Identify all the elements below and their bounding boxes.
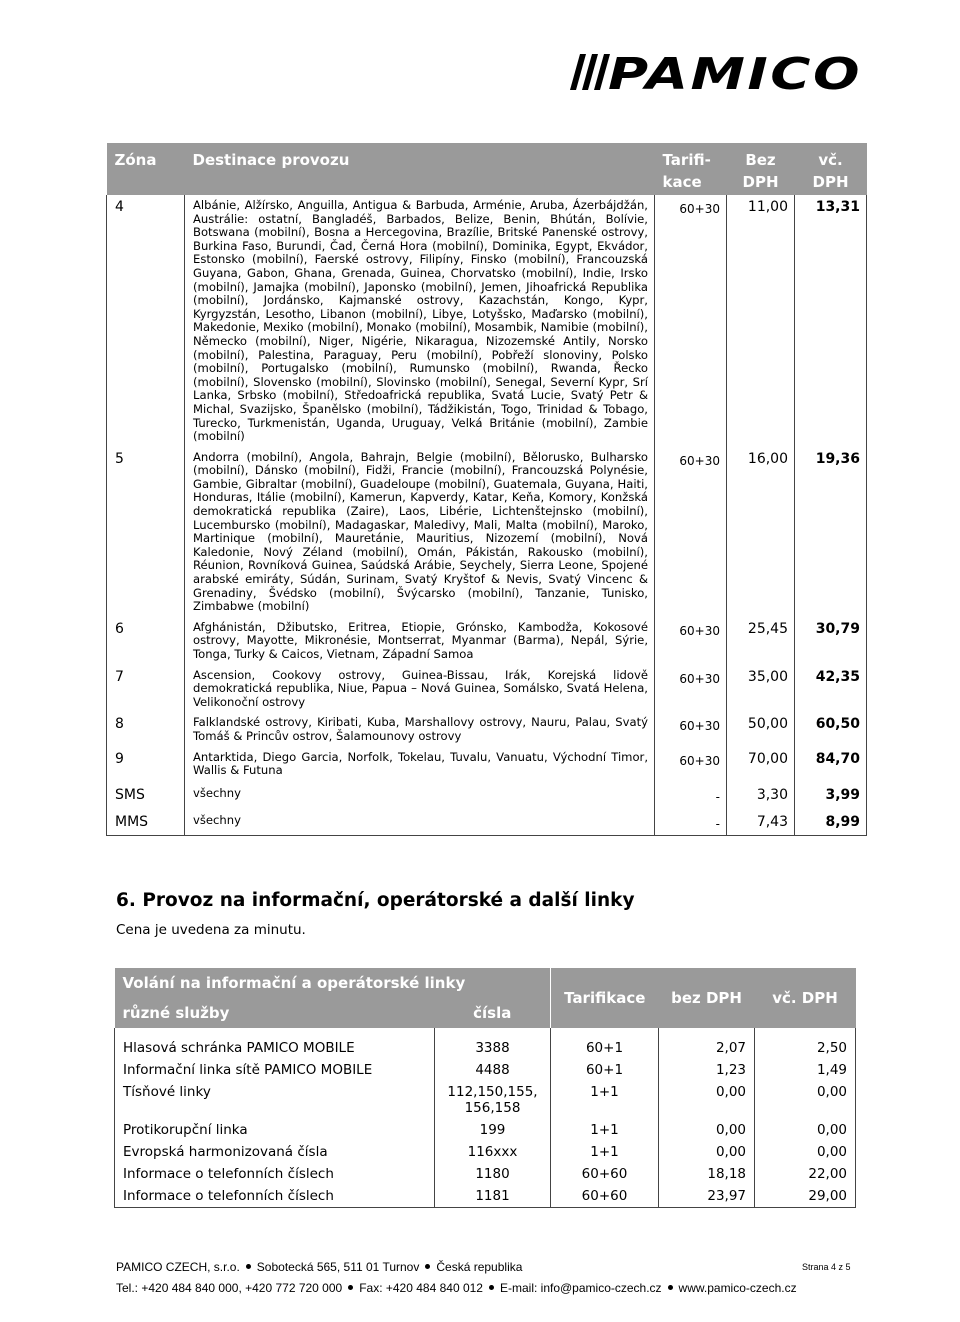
service-cell: Informace o telefonních číslech xyxy=(115,1163,435,1185)
footer-country: Česká republika xyxy=(436,1260,523,1274)
tarification-cell: 60+30 xyxy=(655,665,727,713)
price-with-vat: 19,36 xyxy=(795,447,867,617)
price-with-vat: 0,00 xyxy=(755,1141,856,1163)
number-cell: 1180 xyxy=(435,1163,551,1185)
tarification-cell: 60+60 xyxy=(551,1185,659,1208)
table-header xyxy=(107,143,867,195)
tarification-cell: 60+30 xyxy=(655,195,727,447)
pamico-logo xyxy=(560,52,866,92)
price-without-vat: 0,00 xyxy=(659,1081,755,1119)
footer-contact-line xyxy=(116,1281,797,1295)
tarification-cell: 60+1 xyxy=(551,1059,659,1081)
table-row xyxy=(115,1141,856,1163)
footer-address-line xyxy=(116,1260,522,1274)
tarification-cell: 60+1 xyxy=(551,1028,659,1059)
header-with-vat: vč. DPH xyxy=(755,968,856,1028)
table-row xyxy=(107,781,867,808)
price-without-vat: 18,18 xyxy=(659,1163,755,1185)
zone-cell: 9 xyxy=(107,747,185,781)
table-row xyxy=(107,617,867,665)
page-number: Strana 4 z 5 xyxy=(802,1262,851,1272)
header-without-vat: bez DPH xyxy=(659,968,755,1028)
service-cell: Informační linka sítě PAMICO MOBILE xyxy=(115,1059,435,1081)
number-cell: 4488 xyxy=(435,1059,551,1081)
price-with-vat: 0,00 xyxy=(755,1081,856,1119)
tarification-cell: 1+1 xyxy=(551,1141,659,1163)
info-lines-table xyxy=(114,968,856,1208)
destination-cell: Afghánistán, Džibutsko, Eritrea, Etiopie, Grónsko, Kambodža, Kokosové ostrovy, Mayotte, Mikronésie, Montserrat, Myanmar (Barma), Nepál, Sýrie, Tonga, Turky & Caicos, Vietnam, Západní Samoa xyxy=(185,617,655,665)
table-row xyxy=(107,808,867,836)
tarification-cell: 60+30 xyxy=(655,447,727,617)
tarification-cell: 1+1 xyxy=(551,1081,659,1119)
tarification-cell: - xyxy=(655,781,727,808)
price-with-vat: 84,70 xyxy=(795,747,867,781)
table-row xyxy=(115,1059,856,1081)
zone-cell: SMS xyxy=(107,781,185,808)
price-with-vat: 42,35 xyxy=(795,665,867,713)
zone-cell: 5 xyxy=(107,447,185,617)
bullet-icon xyxy=(489,1285,494,1290)
service-cell: Hlasová schránka PAMICO MOBILE xyxy=(115,1028,435,1059)
footer-fax: Fax: +420 484 840 012 xyxy=(359,1281,483,1295)
price-without-vat: 7,43 xyxy=(727,808,795,836)
price-with-vat: 30,79 xyxy=(795,617,867,665)
price-without-vat: 2,07 xyxy=(659,1028,755,1059)
service-cell: Evropská harmonizovaná čísla xyxy=(115,1141,435,1163)
price-with-vat: 22,00 xyxy=(755,1163,856,1185)
price-without-vat: 11,00 xyxy=(727,195,795,447)
price-with-vat: 3,99 xyxy=(795,781,867,808)
footer-company: PAMICO CZECH, s.r.o. xyxy=(116,1260,240,1274)
table-header xyxy=(115,968,856,998)
service-cell: Informace o telefonních číslech xyxy=(115,1185,435,1208)
price-without-vat: 16,00 xyxy=(727,447,795,617)
bullet-icon xyxy=(348,1285,353,1290)
price-with-vat: 60,50 xyxy=(795,712,867,746)
price-without-vat: 1,23 xyxy=(659,1059,755,1081)
price-with-vat: 29,00 xyxy=(755,1185,856,1208)
header-service: různé služby xyxy=(115,998,435,1028)
table-row xyxy=(115,1185,856,1208)
table-row xyxy=(115,1163,856,1185)
section-note: Cena je uvedena za minutu. xyxy=(116,922,306,938)
number-cell: 112,150,155, 156,158 xyxy=(435,1081,551,1119)
footer-email[interactable]: E-mail: info@pamico-czech.cz xyxy=(499,1281,662,1295)
table-row xyxy=(115,1081,856,1119)
header-without-vat: Bez DPH xyxy=(727,143,795,195)
tarification-cell: - xyxy=(655,808,727,836)
header-zone: Zóna xyxy=(107,143,185,195)
tarification-cell: 60+30 xyxy=(655,712,727,746)
destination-cell: Falklandské ostrovy, Kiribati, Kuba, Marshallovy ostrovy, Nauru, Palau, Svatý Tomáš & Princův ostrov, Šalamounovy ostrovy xyxy=(185,712,655,746)
header-group: Volání na informační a operátorské linky xyxy=(115,968,551,998)
destination-cell: všechny xyxy=(185,808,655,836)
price-without-vat: 23,97 xyxy=(659,1185,755,1208)
tarification-cell: 60+30 xyxy=(655,617,727,665)
bullet-icon xyxy=(668,1285,673,1290)
zone-cell: 7 xyxy=(107,665,185,713)
destination-cell: Albánie, Alžírsko, Anguilla, Antigua & Barbuda, Arménie, Aruba, Ázerbájdžán, Austrálie: ostatní, Bangladéš, Barbados, Belize, Benin, Bhútán, Bolívie, Botswana (mobilní), Bosna a Hercegovina, Brazílie, Britské Panenské ostrovy, Burkina Faso, Burundi, Čad, Černá Hora (mobilní), Dominika, Egypt, Ekvádor, Estonsko (mobilní), Faerské ostrovy, Filipíny, Finsko (mobilní), Francouzská Guyana, Gabon, Ghana, Grenada, Guinea, Chorvatsko (mobilní), Indie, Irsko (mobilní), Jamajka (mobilní), Japonsko (mobilní), Jemen, Jihoafrická Republika (mobilní), Jordánsko, Kajmanské ostrovy, Kazachstán, Kongo, Kypr, Kyrgyzstán, Lesotho, Libanon (mobilní), Libye, Lotyšsko, Maďarsko (mobilní), Makedonie, Mexiko (mobilní), Monako (mobilní), Mosambik, Namibie (mobilní), Německo (mobilní), Niger, Nigérie, Nikaragua, Nizozemské Antily, Norsko (mobilní), Palestina, Paraguay, Peru (mobilní), Pobřeží slonoviny, Polsko (mobilní), Portugalsko (mobilní), Rumunsko (mobilní), Rwanda, Řecko (mobilní), Slovensko (mobilní), Slovinsko (mobilní), Senegal, Severní Kypr, Srí Lanka, Srbsko (mobilní), Středoafrická republika, Svatá Lucie, Svatý Petr & Michal, Svazijsko, Španělsko (mobilní), Tádžikistán, Togo, Trinidad & Tobago, Turecko, Turkmenistán, Uganda, Uruguay, Velká Británie (mobilní), Zambie (mobilní) xyxy=(185,195,655,447)
footer-address: Sobotecká 565, 511 01 Turnov xyxy=(256,1260,420,1274)
price-with-vat: 0,00 xyxy=(755,1119,856,1141)
header-tarification: Tarifi- kace xyxy=(655,143,727,195)
footer-tel: Tel.: +420 484 840 000, +420 772 720 000 xyxy=(116,1281,343,1295)
table-row xyxy=(107,712,867,746)
table-row xyxy=(107,195,867,447)
zone-cell: 8 xyxy=(107,712,185,746)
header-with-vat: vč. DPH xyxy=(795,143,867,195)
price-with-vat: 13,31 xyxy=(795,195,867,447)
header-number: čísla xyxy=(435,998,551,1028)
table-row xyxy=(115,1028,856,1059)
service-cell: Tísňové linky xyxy=(115,1081,435,1119)
tarification-cell: 60+30 xyxy=(655,747,727,781)
price-without-vat: 25,45 xyxy=(727,617,795,665)
number-cell: 1181 xyxy=(435,1185,551,1208)
table-row xyxy=(107,747,867,781)
table-row xyxy=(107,665,867,713)
price-with-vat: 1,49 xyxy=(755,1059,856,1081)
price-without-vat: 3,30 xyxy=(727,781,795,808)
tarification-cell: 1+1 xyxy=(551,1119,659,1141)
zone-cell: 4 xyxy=(107,195,185,447)
zone-cell: MMS xyxy=(107,808,185,836)
table-row xyxy=(115,1119,856,1141)
number-cell: 3388 xyxy=(435,1028,551,1059)
price-with-vat: 2,50 xyxy=(755,1028,856,1059)
price-without-vat: 70,00 xyxy=(727,747,795,781)
footer-web[interactable]: www.pamico-czech.cz xyxy=(678,1281,797,1295)
header-tarification: Tarifikace xyxy=(551,968,659,1028)
destination-cell: všechny xyxy=(185,781,655,808)
bullet-icon xyxy=(246,1264,251,1269)
number-cell: 116xxx xyxy=(435,1141,551,1163)
pamico-logo-graphic xyxy=(560,52,866,92)
bullet-icon xyxy=(425,1264,430,1269)
destination-cell: Ascension, Cookovy ostrovy, Guinea-Bissau, Irák, Korejská lidově demokratická republika, Niue, Papua – Nová Guinea, Somálsko, Svatá Helena, Velikonoční ostrovy xyxy=(185,665,655,713)
price-without-vat: 50,00 xyxy=(727,712,795,746)
table-row xyxy=(107,447,867,617)
zone-cell: 6 xyxy=(107,617,185,665)
price-with-vat: 8,99 xyxy=(795,808,867,836)
service-cell: Protikorupční linka xyxy=(115,1119,435,1141)
header-destination: Destinace provozu xyxy=(185,143,655,195)
destination-cell: Andorra (mobilní), Angola, Bahrajn, Belgie (mobilní), Bělorusko, Bulharsko (mobilní), Dánsko (mobilní), Fidži, Francie (mobilní), Francouzská Polynésie, Gambie, Gibraltar (mobilní), Guadeloupe (mobilní), Guatemala, Guyana, Haiti, Honduras, Itálie (mobilní), Kamerun, Kapverdy, Katar, Keňa, Komory, Konžská demokratická republika (Zaire), Laos, Libérie, Lichtenštejnsko (mobilní), Lucembursko (mobilní), Madagaskar, Maledivy, Mali, Malta (mobilní), Maroko, Martinique (mobilní), Mauretánie, Mauritius, Nizozemí (mobilní), Nová Kaledonie, Nový Zéland (mobilní), Omán, Pákistán, Rakousko (mobilní), Réunion, Rovníková Guinea, Saúdská Arábie, Seychely, Sierra Leone, Spojené arabské emiráty, Súdán, Surinam, Svatý Kryštof & Nevis, Svatý Vincenc & Grenadiny, Švédsko (mobilní), Švýcarsko (mobilní), Tanzanie, Tunisko, Zimbabwe (mobilní) xyxy=(185,447,655,617)
section-title: 6. Provoz na informační, operátorské a další linky xyxy=(116,890,635,911)
price-without-vat: 35,00 xyxy=(727,665,795,713)
price-without-vat: 0,00 xyxy=(659,1119,755,1141)
number-cell: 199 xyxy=(435,1119,551,1141)
price-without-vat: 0,00 xyxy=(659,1141,755,1163)
tarification-cell: 60+60 xyxy=(551,1163,659,1185)
logo-text: PAMICO xyxy=(608,52,862,92)
destination-cell: Antarktida, Diego Garcia, Norfolk, Tokelau, Tuvalu, Vanuatu, Východní Timor, Wallis & Futuna xyxy=(185,747,655,781)
zone-tariff-table xyxy=(106,143,867,836)
